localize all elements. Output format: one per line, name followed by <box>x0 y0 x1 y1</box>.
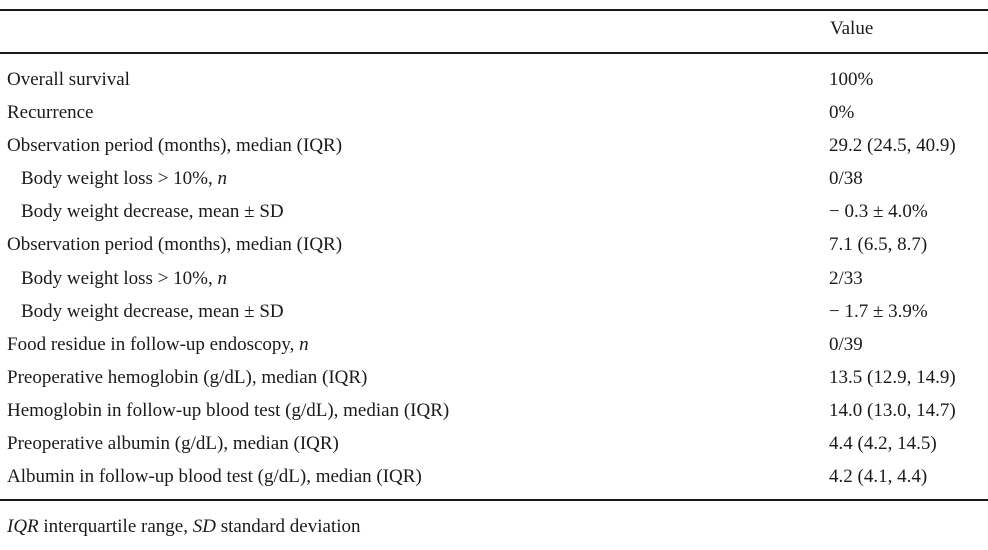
row-value: 0% <box>829 102 855 124</box>
row-value: 4.4 (4.2, 14.5) <box>829 433 937 455</box>
table-row <box>0 231 988 264</box>
table-header-rule <box>0 52 988 54</box>
footnote-def-sd: standard deviation <box>215 516 361 537</box>
row-label-text: Body weight decrease, mean ± SD <box>21 300 284 322</box>
row-label <box>21 298 284 325</box>
row-value: 14.0 (13.0, 14.7) <box>829 399 956 421</box>
row-value: 0/39 <box>829 333 863 355</box>
table-row <box>0 66 988 99</box>
footnote-abbr-sd: SD <box>192 516 216 537</box>
row-label <box>7 132 342 159</box>
table-row <box>0 165 988 198</box>
row-label <box>7 430 339 457</box>
table-row <box>0 265 988 298</box>
row-label <box>7 231 342 258</box>
table-row <box>0 364 988 397</box>
row-value: 2/33 <box>829 267 863 289</box>
row-value: 0/38 <box>829 168 863 190</box>
row-label-text: Preoperative hemoglobin (g/dL), median (IQR) <box>7 366 368 388</box>
row-label <box>21 198 284 225</box>
footnote-def-iqr: interquartile range, <box>38 516 193 537</box>
table-row <box>0 298 988 331</box>
row-label-text: Body weight loss > 10%, <box>21 168 218 190</box>
row-value: 13.5 (12.9, 14.9) <box>829 366 956 388</box>
row-label <box>7 331 309 358</box>
row-value: 100% <box>829 69 874 90</box>
table-body <box>0 66 988 496</box>
column-header-value: Value <box>830 18 874 39</box>
row-value: 29.2 (24.5, 40.9) <box>829 135 956 157</box>
row-label <box>7 463 422 490</box>
footnote-abbr-iqr: IQR <box>7 516 39 537</box>
row-label <box>21 165 227 192</box>
row-label-italic: n <box>217 267 227 289</box>
row-label <box>21 265 227 292</box>
table-row <box>0 99 988 132</box>
table-row <box>0 198 988 231</box>
row-value: − 1.7 ± 3.9% <box>829 300 928 322</box>
row-label-text: Preoperative albumin (g/dL), median (IQR) <box>7 433 339 455</box>
row-label-text: Body weight loss > 10%, <box>21 267 218 289</box>
table-row <box>0 463 988 496</box>
table-top-rule <box>0 9 988 11</box>
row-value: 4.2 (4.1, 4.4) <box>829 466 928 488</box>
table-row <box>0 132 988 165</box>
row-label-text: Albumin in follow-up blood test (g/dL), median (IQR) <box>7 466 422 488</box>
table-bottom-rule <box>0 499 988 501</box>
row-label-text: Food residue in follow-up endoscopy, <box>7 333 300 355</box>
table-row <box>0 397 988 430</box>
row-label-text: Overall survival <box>7 69 130 90</box>
row-value: − 0.3 ± 4.0% <box>829 201 928 223</box>
row-label <box>7 99 94 126</box>
row-label <box>7 397 449 424</box>
table-footnote <box>7 515 361 539</box>
row-label-italic: n <box>299 333 309 355</box>
row-label-text: Hemoglobin in follow-up blood test (g/dL), median (IQR) <box>7 399 450 421</box>
row-label-text: Observation period (months), median (IQR) <box>7 135 343 157</box>
row-label-italic: n <box>217 168 227 190</box>
row-value: 7.1 (6.5, 8.7) <box>829 234 928 256</box>
row-label-text: Recurrence <box>7 102 94 124</box>
row-label <box>7 364 367 391</box>
row-label <box>7 66 130 93</box>
table-row <box>0 430 988 463</box>
row-label-text: Observation period (months), median (IQR) <box>7 234 343 256</box>
table-row <box>0 331 988 364</box>
row-label-text: Body weight decrease, mean ± SD <box>21 201 284 223</box>
